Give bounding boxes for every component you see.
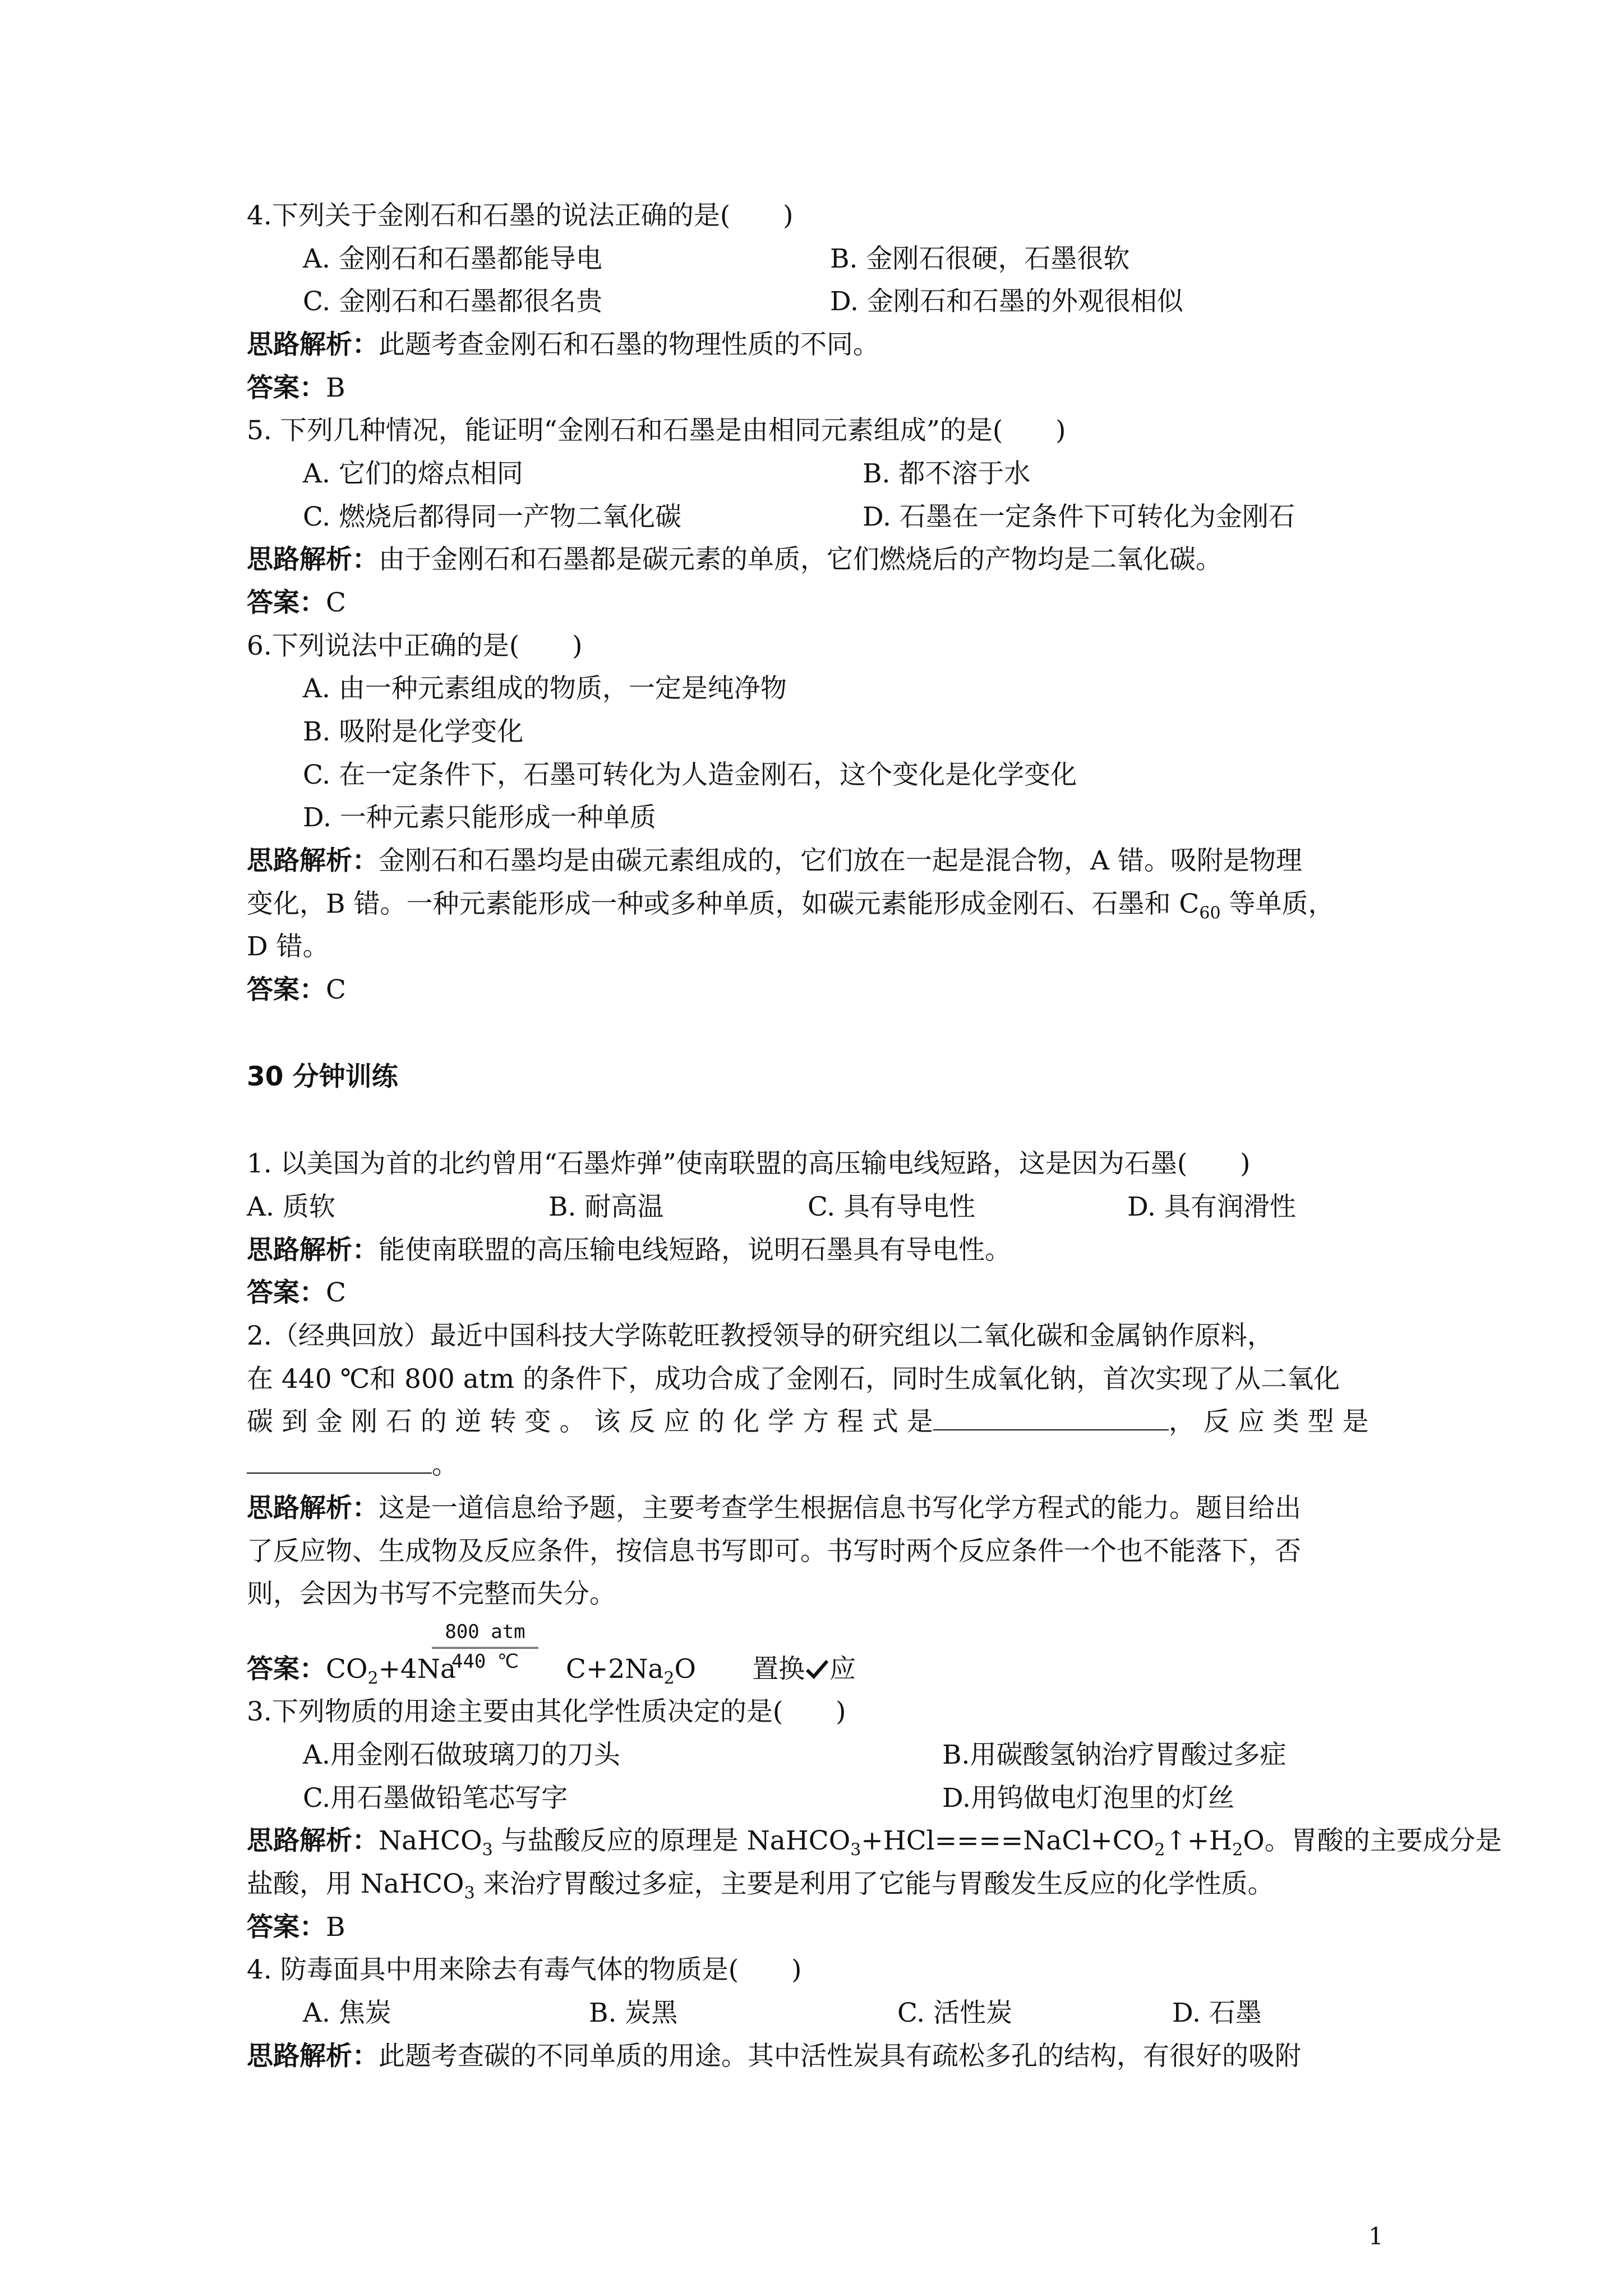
answer-label: 答案： [247,1277,326,1308]
text: O。胃酸的主要成分是 [1243,1825,1502,1856]
q4-option-d: D. 金刚石和石墨的外观很相似 [830,286,1183,317]
formula: O [674,1654,697,1685]
q6-option-d: D. 一种元素只能形成一种单质 [303,802,656,833]
s2-line1: 2.（经典回放）最近中国科技大学陈乾旺教授领导的研究组以二氧化碳和金属钠作原料， [247,1320,1274,1351]
q4-option-b: B. 金刚石很硬，石墨很软 [830,243,1130,274]
s1-option-b: B. 耐高温 [548,1191,664,1222]
answer-label: 答案： [247,1654,326,1685]
subscript: 2 [663,1668,675,1688]
q4-stem: 4.下列关于金刚石和石墨的说法正确的是( ) [247,200,794,231]
s2-line2: 在 440 ℃和 800 atm 的条件下，成功合成了金刚石，同时生成氧化钠，首次实现了从二氧化 [247,1364,1340,1395]
analysis-text: 等单质， [1220,889,1335,919]
s2-analysis-line3: 则，会因为书写不完整而失分。 [247,1579,616,1609]
s1-analysis [247,1234,1391,1267]
s1-option-a: A. 质软 [247,1191,335,1222]
text: 来治疗胃酸过多症，主要是利用了它能与胃酸发生反应的化学性质。 [474,1869,1274,1899]
answer-value: B [326,1912,345,1943]
s4-option-d: D. 石墨 [1172,1998,1262,2028]
subscript: 60 [1199,903,1221,923]
q5-option-b: B. 都不溶于水 [863,458,1031,489]
answer-value: C [326,1277,346,1308]
q5-stem: 5. 下列几种情况，能证明“金刚石和石墨是由相同元素组成”的是( ) [247,415,1066,446]
analysis-text: 能使南联盟的高压输电线短路，说明石墨具有导电性。 [379,1235,1011,1266]
section-title: 30 分钟训练 [247,1061,398,1092]
s1-stem: 1. 以美国为首的北约曾用“石墨炸弹”使南联盟的高压输电线短路，这是因为石墨( ) [247,1148,1251,1179]
analysis-text: 此题考查金刚石和石墨的物理性质的不同。 [379,329,879,360]
subscript: 2 [367,1668,379,1688]
s3-option-c: C.用石墨做铅笔芯写字 [303,1783,568,1814]
subscript: 3 [850,1840,861,1860]
answer-label: 答案： [247,587,326,618]
answer-label: 答案： [247,974,326,1005]
text: 盐酸，用 NaHCO [247,1869,464,1899]
analysis-text: 这是一道信息给予题，主要考查学生根据信息书写化学方程式的能力。题目给出 [379,1493,1301,1524]
subscript: 3 [482,1840,493,1860]
condition-bottom: 440 ℃ [451,1650,519,1673]
text: +HCl====NaCl+CO [861,1825,1155,1856]
q5-analysis [247,543,1391,577]
q5-option-a: A. 它们的熔点相同 [303,458,523,489]
analysis-label: 思路解析： [247,845,379,876]
s2-line3 [247,1405,1391,1439]
answer-label: 答案： [247,372,326,403]
text: ， 反 应 类 型 是 [1168,1406,1369,1437]
q6-option-a: A. 由一种元素组成的物质，一定是纯净物 [303,673,787,704]
s1-answer [247,1276,1391,1310]
s3-stem: 3.下列物质的用途主要由其化学性质决定的是( ) [247,1696,846,1727]
analysis-label: 思路解析： [247,544,379,575]
formula: C+2Na [566,1654,664,1685]
analysis-label: 思路解析： [247,329,379,360]
answer-value: C [326,974,346,1005]
subscript: 2 [1154,1840,1165,1860]
analysis-text: 此题考查碳的不同单质的用途。其中活性炭具有疏松多孔的结构，有很好的吸附 [379,2041,1301,2072]
formula: CO [326,1654,368,1685]
s4-analysis [247,2040,1391,2073]
subscript: 3 [464,1883,475,1903]
page-number: 1 [1368,2223,1384,2250]
reaction-type-blank [247,1450,432,1474]
text: 与盐酸反应的原理是 NaHCO [492,1825,851,1856]
s3-analysis-line2 [247,1867,1391,1901]
q6-stem: 6.下列说法中正确的是( ) [247,631,583,661]
q4-option-c: C. 金刚石和石墨都很名贵 [303,286,603,317]
answer-value: C [326,587,346,618]
checkmark-icon [805,1658,829,1680]
s3-option-d: D.用钨做电灯泡里的灯丝 [942,1783,1234,1814]
s4-option-a: A. 焦炭 [303,1998,391,2028]
formula: +4Na [378,1654,457,1685]
equation-blank [933,1407,1169,1430]
s4-option-b: B. 炭黑 [589,1998,678,2028]
text: 碳 到 金 刚 石 的 逆 转 变 。 该 反 应 的 化 学 方 程 式 是 [247,1406,933,1437]
analysis-label: 思路解析： [247,2041,379,2072]
answer-value: B [326,372,345,403]
s3-option-a: A.用金刚石做玻璃刀的刀头 [303,1740,620,1770]
q6-option-b: B. 吸附是化学变化 [303,716,524,747]
s1-option-c: C. 具有导电性 [808,1191,976,1222]
analysis-text: 金刚石和石墨均是由碳元素组成的，它们放在一起是混合物，A 错。吸附是物理 [379,845,1302,876]
s2-answer [247,1653,1391,1686]
q4-analysis [247,328,1391,362]
q5-answer [247,586,1391,620]
q4-answer [247,371,1391,405]
q5-option-d: D. 石墨在一定条件下可转化为金刚石 [863,501,1295,532]
text: NaHCO [379,1825,482,1856]
q4-option-a: A. 金刚石和石墨都能导电 [303,243,602,274]
analysis-label: 思路解析： [247,1493,379,1524]
s4-stem: 4. 防毒面具中用来除去有毒气体的物质是( ) [247,1954,802,1985]
reaction-type: 置换 [752,1654,805,1685]
s3-answer [247,1911,1391,1944]
s3-analysis-line1 [247,1824,1502,1860]
q6-option-c: C. 在一定条件下，石墨可转化为人造金刚石，这个变化是化学变化 [303,760,1077,790]
text: 。 [432,1450,458,1480]
s2-analysis-line1 [247,1492,1391,1525]
s2-analysis-line2: 了反应物、生成物及反应条件，按信息书写即可。书写时两个反应条件一个也不能落下，否 [247,1536,1301,1567]
analysis-text: 变化，B 错。一种元素能形成一种或多种单质，如碳元素能形成金刚石、石墨和 C [247,889,1200,919]
s3-option-b: B.用碳酸氢钠治疗胃酸过多症 [942,1740,1287,1770]
analysis-label: 思路解析： [247,1235,379,1266]
analysis-text: 由于金刚石和石墨都是碳元素的单质，它们燃烧后的产物均是二氧化碳。 [379,544,1222,575]
q6-analysis-line1 [247,844,1391,878]
s2-line4 [247,1448,1391,1482]
text: ↑+H [1165,1825,1233,1856]
q5-option-c: C. 燃烧后都得同一产物二氧化碳 [303,501,682,532]
analysis-label: 思路解析： [247,1825,379,1856]
s4-option-c: C. 活性炭 [897,1998,1013,2028]
q6-analysis-line3: D 错。 [247,931,329,962]
subscript: 2 [1232,1840,1243,1860]
q6-analysis-line2 [247,887,1391,921]
reaction-type: 应 [829,1654,856,1685]
s1-option-d: D. 具有润滑性 [1127,1191,1296,1222]
condition-top: 800 atm [432,1620,538,1649]
answer-label: 答案： [247,1912,326,1943]
q6-answer [247,973,1391,1007]
